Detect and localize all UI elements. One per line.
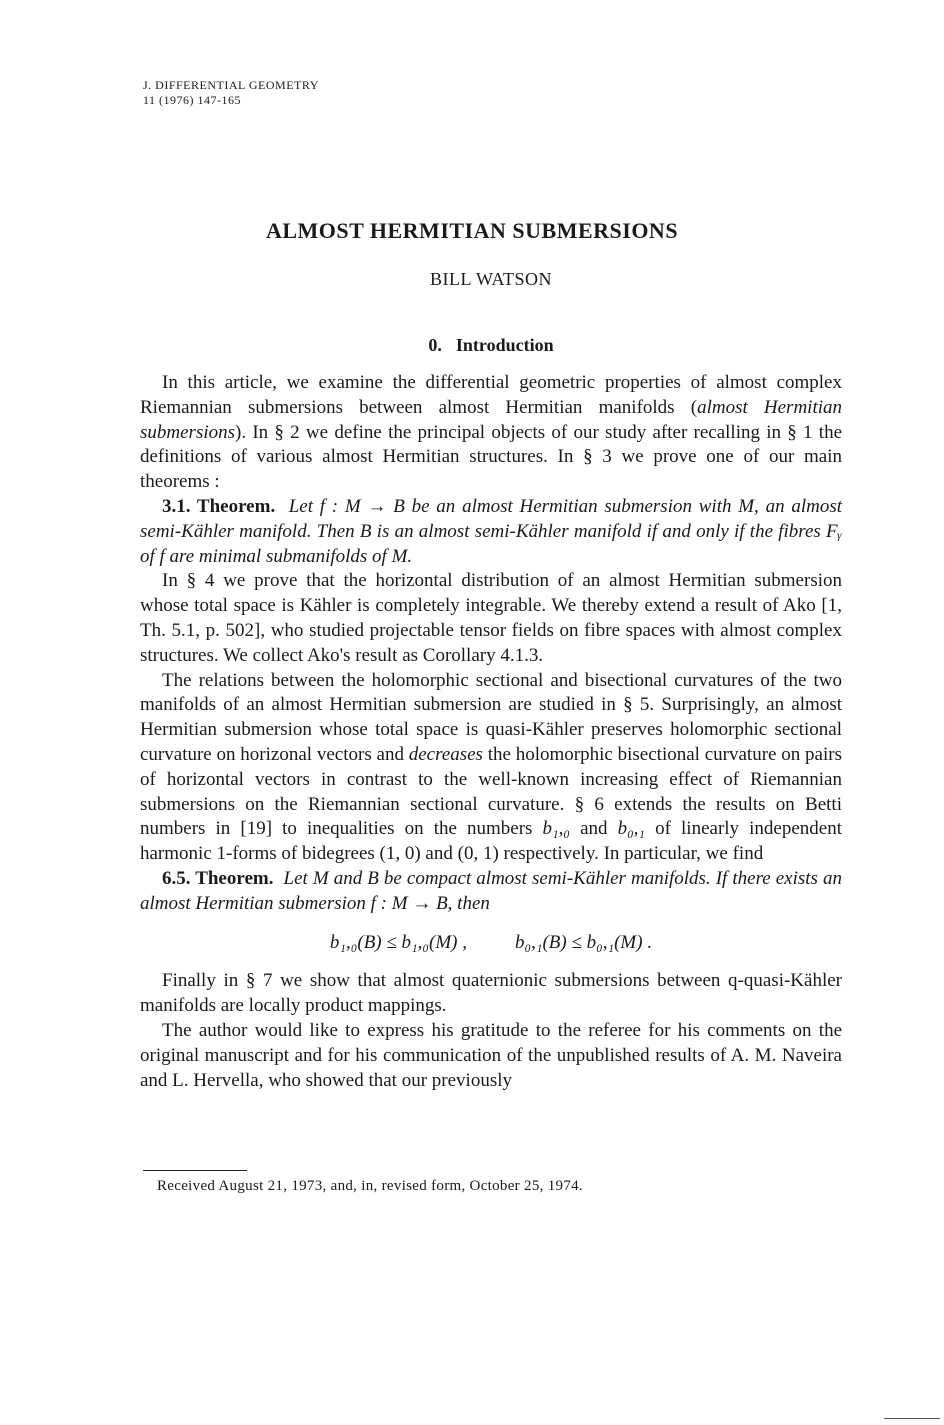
theorem-3-1 — [140, 495, 842, 569]
text-run: ). In § 2 we define the principal objects of our study after recalling in § 1 the definitions of various almost Hermitian structures. In § 3 we prove one of our main theorems : — [140, 421, 842, 493]
article-title: ALMOST HERMITIAN SUBMERSIONS — [265, 218, 679, 243]
paragraph-section-5-6 — [140, 669, 842, 867]
section-title: Introduction — [455, 335, 554, 355]
text-run: and — [569, 818, 618, 840]
paragraph-acknowledgement: The author would like to express his gratitude to the referee for his comments on the original manuscript and for his communication of the unpublished results of A. M. Naveira and L. Hervella, who showed that our previously — [140, 1019, 842, 1091]
text-run: the holomorphic bisectional curvature on pairs of horizontal vectors in contrast to the well-known increasing effect of Riemannian submersions on the Riemannian sectional curvature. § 6 extends the results on Betti numbers in [19] to inequalities on the numbers — [140, 743, 842, 840]
section-heading — [0, 335, 944, 356]
footnote-divider — [143, 1170, 247, 1171]
article-body — [140, 371, 842, 1093]
paragraph-section-4: In § 4 we prove that the horizontal distribution of an almost Hermitian submersion whose total space is Kähler is completely integrable. We thereby extend a result of Ako [1, Th. 5.1, p. 502], who studied projectable tensor fields on fibre spaces with almost complex structures. We collect Ako's result as Corollary 4.1.3. — [140, 570, 842, 666]
paragraph-section-7: Finally in § 7 we show that almost quaternionic submersions between q-quasi-Kähler manifolds are locally product mappings. — [140, 970, 842, 1017]
italic-run: decreases — [408, 743, 483, 765]
theorem-6-5 — [140, 867, 842, 917]
theorem-label: 3.1. Theorem. — [162, 495, 276, 517]
journal-volume: 11 (1976) 147-165 — [143, 93, 242, 107]
theorem-body: Let f : M → B be an almost Hermitian submersion with M, an almost semi-Kähler manifold. Then B is an almost semi-Kähler manifold if and only if the fibres Fᵧ of f are minimal submanifolds of M. — [140, 495, 843, 567]
italic-run: almost Hermitian submersions — [140, 396, 842, 443]
journal-header — [143, 78, 319, 108]
theorem-label: 6.5. Theorem. — [162, 867, 274, 889]
theorem-body: Let M and B be compact almost semi-Kähler manifolds. If there exists an almost Hermitian submersion f : M → B, then — [140, 867, 842, 914]
formula-left: b₁,₀(B) ≤ b₁,₀(M) , — [329, 931, 467, 953]
math-b01: b₀,₁ — [617, 818, 646, 840]
text-run: The relations between the holomorphic sectional and bisectional curvatures of the two manifolds of an almost Hermitian submersion are studied in § 5. Surprisingly, an almost Hermitian submersion whose total space is quasi-Kähler preserves holomorphic sectional curvature on horizonal vectors and — [140, 669, 842, 765]
text-run: In this article, we examine the differential geometric properties of almost complex Riemannian submersions between almost Hermitian manifolds ( — [140, 372, 842, 418]
paragraph-intro — [140, 371, 842, 495]
math-b10: b₁,₀ — [542, 818, 570, 840]
section-number: 0. — [428, 335, 442, 355]
footnote-received: Received August 21, 1973, and, in, revised form, October 25, 1974. — [157, 1178, 583, 1194]
journal-name: J. DIFFERENTIAL GEOMETRY — [143, 78, 319, 92]
article-author: BILL WATSON — [430, 269, 552, 289]
display-formula — [140, 931, 842, 956]
text-run: of linearly independent harmonic 1-forms of bidegrees (1, 0) and (0, 1) respectively. In particular, we find — [140, 818, 842, 865]
formula-right: b₀,₁(B) ≤ b₀,₁(M) . — [515, 931, 653, 953]
page-edge-mark — [884, 1418, 940, 1419]
